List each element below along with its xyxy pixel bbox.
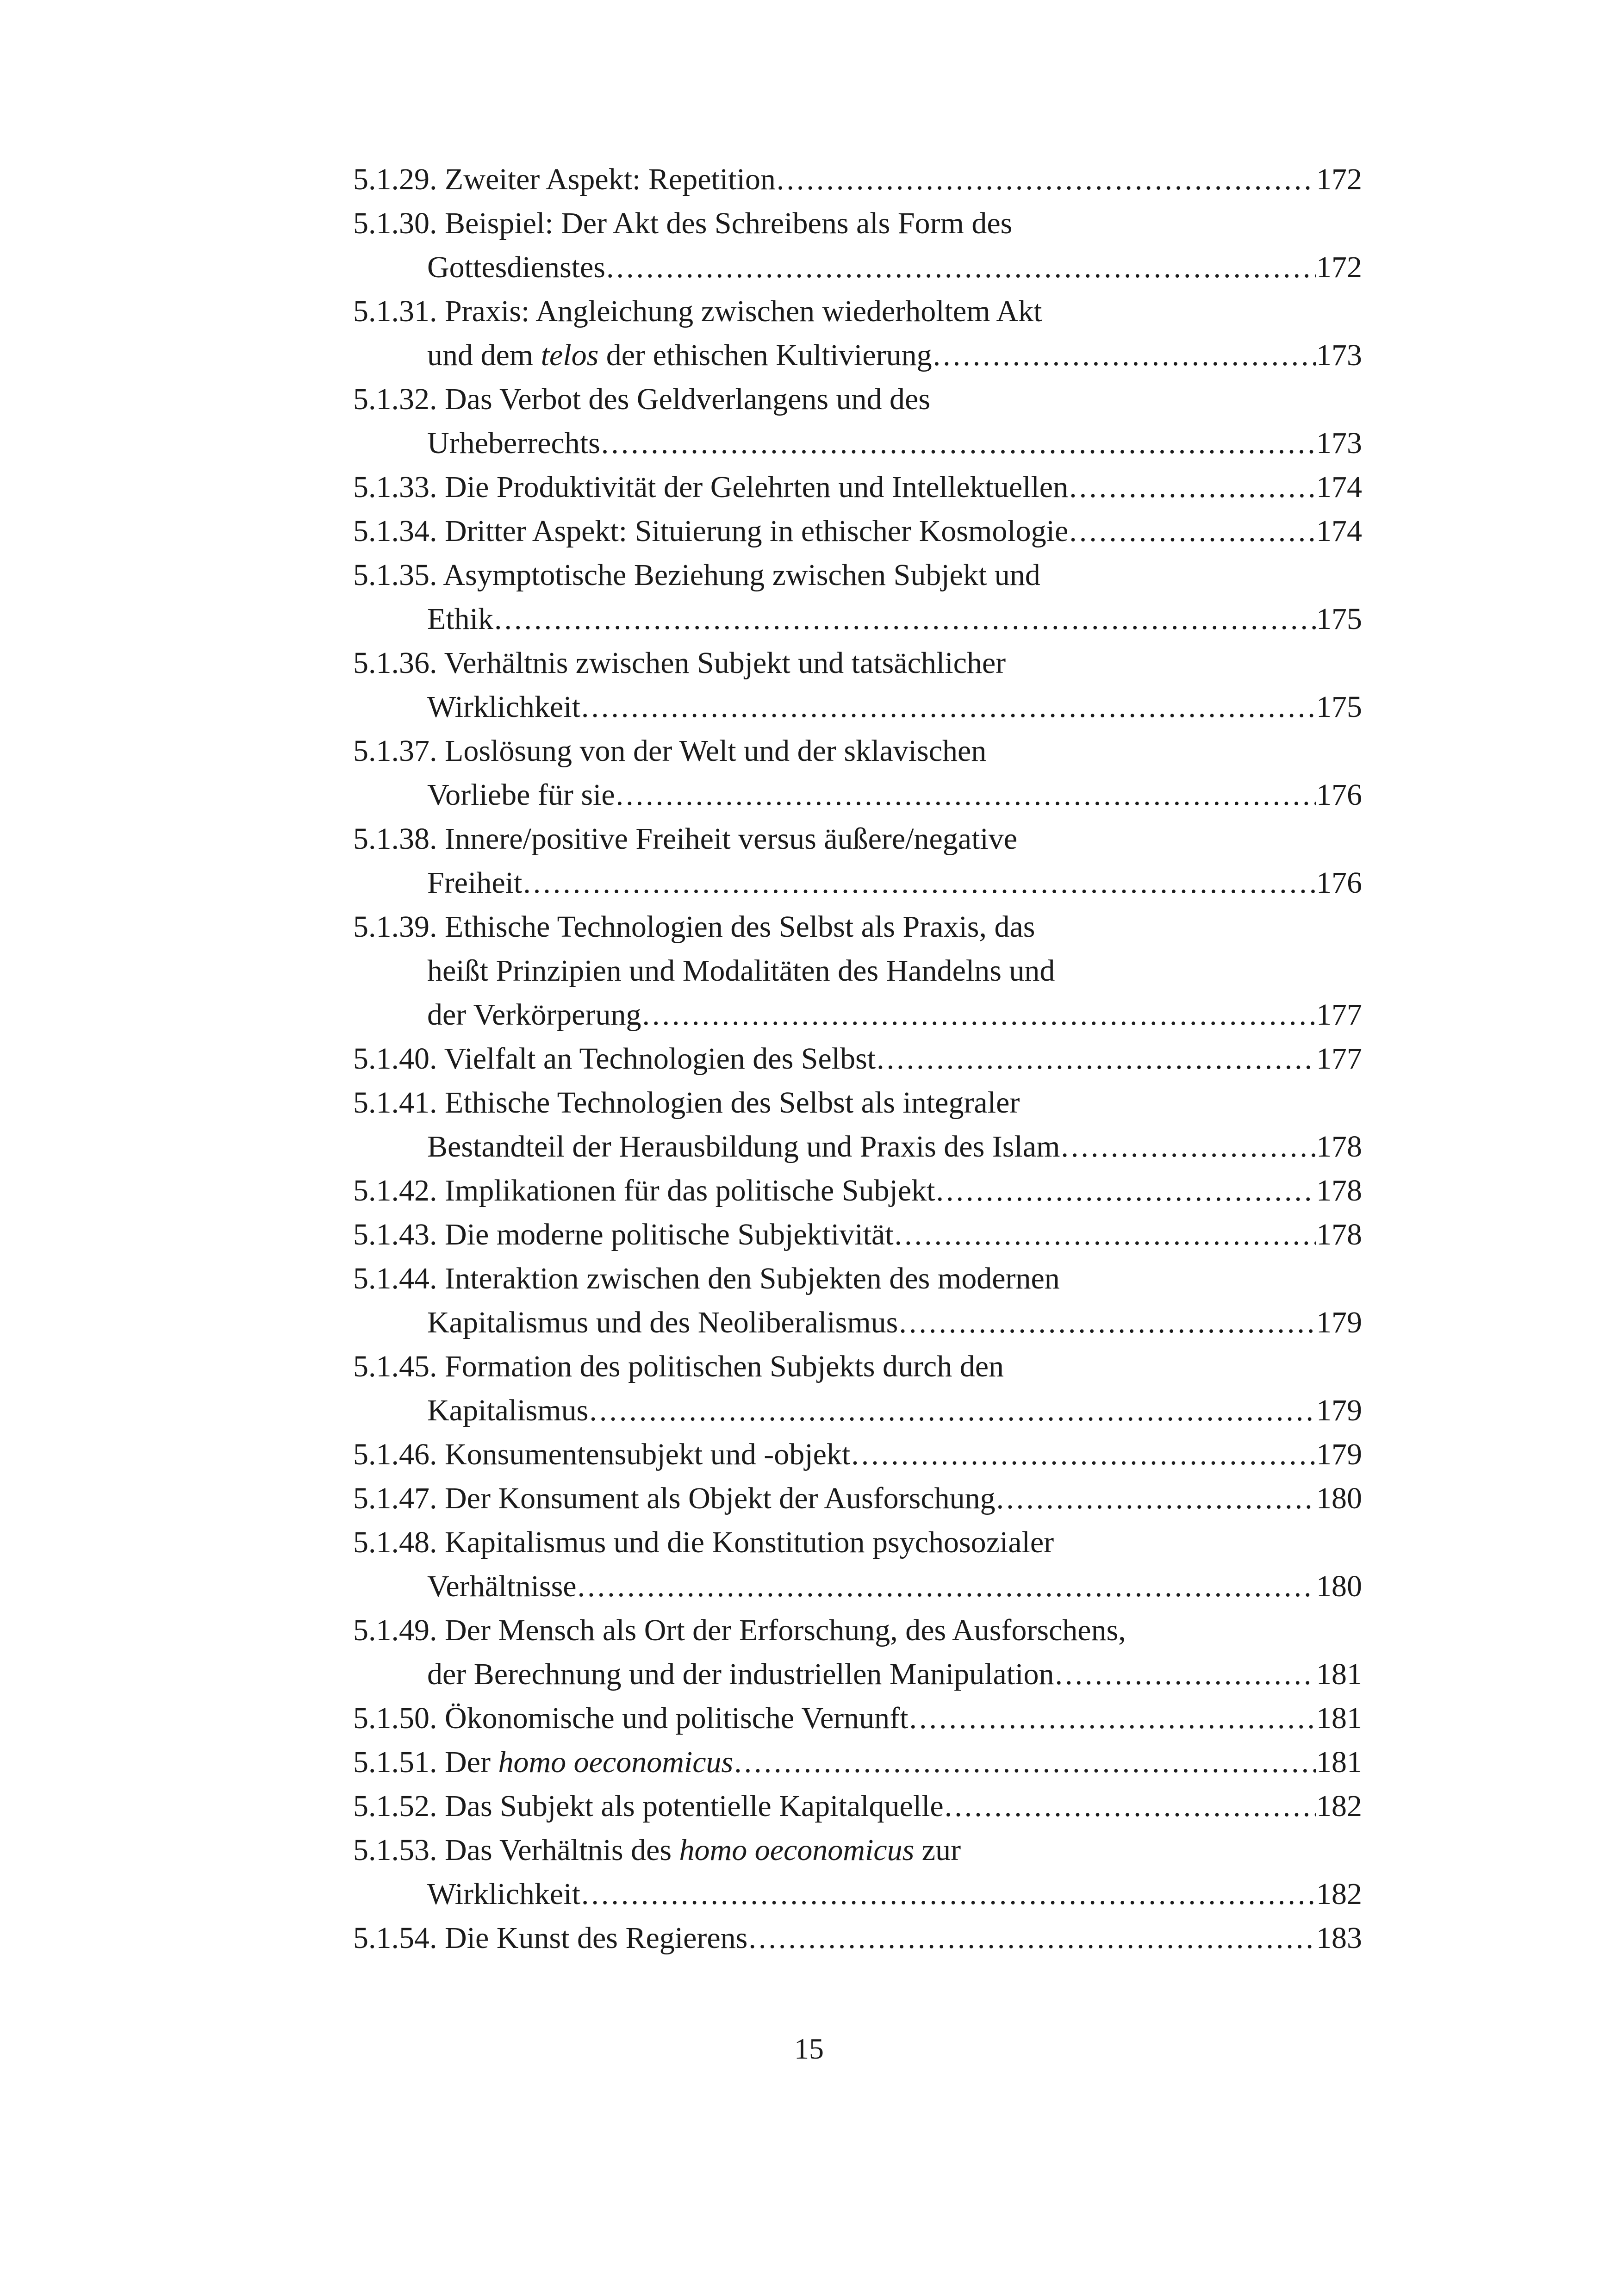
toc-entry bbox=[353, 1828, 1362, 1916]
toc-entry bbox=[353, 1213, 1362, 1257]
toc-page-ref: 172 bbox=[1316, 162, 1362, 196]
toc-entry-line bbox=[427, 245, 1362, 289]
toc-entry-line bbox=[427, 421, 1362, 465]
dot-leader bbox=[581, 685, 1316, 729]
toc-entry-line bbox=[353, 1916, 1362, 1960]
toc-entry-line bbox=[353, 377, 1362, 421]
toc-entry bbox=[353, 201, 1362, 289]
toc-page-ref: 183 bbox=[1316, 1921, 1362, 1955]
dot-leader bbox=[933, 333, 1316, 377]
dot-leader bbox=[909, 1696, 1316, 1740]
toc-entry-line bbox=[353, 1257, 1362, 1300]
toc-entry bbox=[353, 729, 1362, 817]
toc-entry-line bbox=[353, 1740, 1362, 1784]
toc-entry-line bbox=[427, 1388, 1362, 1432]
dot-leader bbox=[642, 993, 1316, 1037]
dot-leader bbox=[777, 157, 1316, 201]
toc-entry-text: 5.1.36. Verhältnis zwischen Subjekt und tatsächlicher bbox=[353, 646, 1006, 680]
toc-page-ref: 178 bbox=[1316, 1218, 1362, 1251]
toc-entry-text: 5.1.49. Der Mensch als Ort der Erforschung, des Ausforschens, bbox=[353, 1613, 1126, 1647]
toc-entry-line bbox=[353, 1784, 1362, 1828]
toc-page-ref: 182 bbox=[1316, 1789, 1362, 1823]
toc-page-ref: 179 bbox=[1316, 1437, 1362, 1471]
dot-leader bbox=[996, 1476, 1316, 1520]
toc-entry-line bbox=[427, 993, 1362, 1037]
toc-entry-text: 5.1.38. Innere/positive Freiheit versus äußere/negative bbox=[353, 822, 1018, 856]
toc-page-ref: 176 bbox=[1316, 778, 1362, 812]
toc-page-ref: 177 bbox=[1316, 1042, 1362, 1076]
toc-entry bbox=[353, 1520, 1362, 1608]
toc-entry-text: 5.1.44. Interaktion zwischen den Subjekten des modernen bbox=[353, 1262, 1060, 1295]
toc-entry-line bbox=[353, 1520, 1362, 1564]
toc-page-ref: 178 bbox=[1316, 1174, 1362, 1207]
toc-entry bbox=[353, 905, 1362, 1037]
toc-entry-text: 5.1.52. Das Subjekt als potentielle Kapitalquelle bbox=[353, 1789, 944, 1823]
toc-page-ref: 180 bbox=[1316, 1569, 1362, 1603]
toc-page-ref: 177 bbox=[1316, 998, 1362, 1032]
toc-page-ref: 175 bbox=[1316, 602, 1362, 636]
toc-entry-line bbox=[353, 1828, 1362, 1872]
toc-page-ref: 173 bbox=[1316, 426, 1362, 460]
toc-entry-text: Vorliebe für sie bbox=[427, 778, 615, 812]
toc-page-ref: 180 bbox=[1316, 1481, 1362, 1515]
toc-entry bbox=[353, 1081, 1362, 1169]
toc-entry-line bbox=[427, 1125, 1362, 1169]
toc-entry-text: 5.1.51. Der homo oeconomicus bbox=[353, 1745, 734, 1779]
toc-entry bbox=[353, 1476, 1362, 1520]
dot-leader bbox=[523, 861, 1316, 905]
toc-entry-line bbox=[353, 289, 1362, 333]
dot-leader bbox=[616, 773, 1316, 817]
toc-page-ref: 176 bbox=[1316, 866, 1362, 900]
toc-entry bbox=[353, 1344, 1362, 1432]
toc-page-ref: 178 bbox=[1316, 1130, 1362, 1164]
toc-page-ref: 173 bbox=[1316, 338, 1362, 372]
toc-entry-line bbox=[353, 553, 1362, 597]
dot-leader bbox=[936, 1169, 1316, 1213]
dot-leader bbox=[1055, 1652, 1316, 1696]
toc-entry-text: 5.1.40. Vielfalt an Technologien des Selbst bbox=[353, 1042, 876, 1076]
dot-leader bbox=[578, 1564, 1316, 1608]
toc-page-ref: 179 bbox=[1316, 1306, 1362, 1339]
toc-entry-text: 5.1.32. Das Verbot des Geldverlangens und des bbox=[353, 382, 931, 416]
dot-leader bbox=[581, 1872, 1316, 1916]
toc-entry-line bbox=[353, 905, 1362, 949]
toc-entry-text: 5.1.43. Die moderne politische Subjektivität bbox=[353, 1218, 894, 1251]
dot-leader bbox=[877, 1037, 1316, 1081]
toc-entry-line bbox=[353, 509, 1362, 553]
dot-leader bbox=[734, 1740, 1316, 1784]
toc-entry-line bbox=[427, 1300, 1362, 1344]
toc-page-ref: 182 bbox=[1316, 1877, 1362, 1911]
toc-entry-text: Ethik bbox=[427, 602, 493, 636]
toc-entry-line bbox=[353, 641, 1362, 685]
toc-entry-line bbox=[353, 157, 1362, 201]
toc-entry-line bbox=[353, 817, 1362, 861]
toc-entry bbox=[353, 465, 1362, 509]
toc-entry-text: 5.1.41. Ethische Technologien des Selbst als integraler bbox=[353, 1086, 1020, 1120]
toc-entry-line bbox=[427, 1564, 1362, 1608]
dot-leader bbox=[589, 1388, 1316, 1432]
toc-page-ref: 174 bbox=[1316, 514, 1362, 548]
toc-entry-line bbox=[353, 1608, 1362, 1652]
toc-entry-text: Verhältnisse bbox=[427, 1569, 577, 1603]
toc-entry-line bbox=[353, 729, 1362, 773]
dot-leader bbox=[606, 245, 1316, 289]
toc-page-ref: 181 bbox=[1316, 1701, 1362, 1735]
toc-entry bbox=[353, 1696, 1362, 1740]
toc-entry-line bbox=[427, 1652, 1362, 1696]
toc-entry-text: 5.1.31. Praxis: Angleichung zwischen wiederholtem Akt bbox=[353, 294, 1042, 328]
toc-entry bbox=[353, 1037, 1362, 1081]
toc-entry-text: 5.1.48. Kapitalismus und die Konstitution psychosozialer bbox=[353, 1525, 1054, 1559]
toc-entry-text: 5.1.53. Das Verhältnis des homo oeconomicus zur bbox=[353, 1833, 961, 1867]
toc-entry-text: heißt Prinzipien und Modalitäten des Handelns und bbox=[427, 954, 1055, 988]
toc-entry-text: Wirklichkeit bbox=[427, 1877, 580, 1911]
toc-page-ref: 172 bbox=[1316, 250, 1362, 284]
toc-entry-text: 5.1.37. Loslösung von der Welt und der sklavischen bbox=[353, 734, 987, 768]
page-number: 15 bbox=[794, 2032, 824, 2065]
dot-leader bbox=[1061, 1125, 1316, 1169]
toc-entry bbox=[353, 157, 1362, 201]
toc-entry bbox=[353, 1784, 1362, 1828]
toc-entry-text: 5.1.54. Die Kunst des Regierens bbox=[353, 1921, 748, 1955]
toc-entry-line bbox=[427, 597, 1362, 641]
toc-entry-text: Kapitalismus bbox=[427, 1394, 589, 1427]
toc-entry-text: 5.1.33. Die Produktivität der Gelehrten und Intellektuellen bbox=[353, 470, 1069, 504]
toc-entry-line bbox=[353, 1169, 1362, 1213]
toc-entry-line bbox=[427, 949, 1362, 993]
toc-entry-text: 5.1.46. Konsumentensubjekt und -objekt bbox=[353, 1437, 851, 1471]
toc-entry-line bbox=[427, 333, 1362, 377]
toc-entry-text: 5.1.35. Asymptotische Beziehung zwischen Subjekt und bbox=[353, 558, 1040, 592]
toc-entry-line bbox=[353, 1213, 1362, 1257]
dot-leader bbox=[601, 421, 1316, 465]
toc-entry-text: 5.1.45. Formation des politischen Subjekts durch den bbox=[353, 1350, 1004, 1383]
toc-list bbox=[353, 157, 1362, 1960]
toc-entry bbox=[353, 641, 1362, 729]
toc-entry-line bbox=[427, 773, 1362, 817]
toc-entry bbox=[353, 289, 1362, 377]
toc-entry-line bbox=[353, 1037, 1362, 1081]
toc-page-ref: 181 bbox=[1316, 1745, 1362, 1779]
toc-entry-line bbox=[427, 1872, 1362, 1916]
toc-entry-text: 5.1.50. Ökonomische und politische Vernunft bbox=[353, 1701, 909, 1735]
toc-entry bbox=[353, 1432, 1362, 1476]
toc-entry-text: Gottesdienstes bbox=[427, 250, 605, 284]
toc-entry-line bbox=[353, 1476, 1362, 1520]
toc-entry-text: Bestandteil der Herausbildung und Praxis des Islam bbox=[427, 1130, 1060, 1164]
toc-entry-text: Freiheit bbox=[427, 866, 523, 900]
toc-entry-text: Kapitalismus und des Neoliberalismus bbox=[427, 1306, 898, 1339]
dot-leader bbox=[851, 1432, 1316, 1476]
dot-leader bbox=[899, 1300, 1316, 1344]
toc-page-ref: 181 bbox=[1316, 1657, 1362, 1691]
toc-entry bbox=[353, 509, 1362, 553]
dot-leader bbox=[494, 597, 1316, 641]
toc-entry bbox=[353, 377, 1362, 465]
dot-leader bbox=[945, 1784, 1316, 1828]
toc-entry-line bbox=[353, 201, 1362, 245]
toc-entry bbox=[353, 1916, 1362, 1960]
toc-entry bbox=[353, 1740, 1362, 1784]
toc-entry-line bbox=[353, 465, 1362, 509]
toc-entry-text: der Verkörperung bbox=[427, 998, 641, 1032]
dot-leader bbox=[1069, 465, 1316, 509]
toc-page-ref: 174 bbox=[1316, 470, 1362, 504]
toc-entry-line bbox=[427, 861, 1362, 905]
toc-entry-line bbox=[353, 1696, 1362, 1740]
toc-entry bbox=[353, 1608, 1362, 1696]
toc-entry-line bbox=[353, 1432, 1362, 1476]
toc-entry-text: 5.1.30. Beispiel: Der Akt des Schreibens als Form des bbox=[353, 206, 1013, 240]
toc-entry-text: 5.1.29. Zweiter Aspekt: Repetition bbox=[353, 162, 776, 196]
toc-entry bbox=[353, 553, 1362, 641]
toc-entry bbox=[353, 1257, 1362, 1344]
dot-leader bbox=[1069, 509, 1316, 553]
toc-entry-text: Urheberrechts bbox=[427, 426, 600, 460]
toc-entry-text: 5.1.47. Der Konsument als Objekt der Ausforschung bbox=[353, 1481, 996, 1515]
toc-entry-text: 5.1.34. Dritter Aspekt: Situierung in ethischer Kosmologie bbox=[353, 514, 1069, 548]
toc-entry-text: und dem telos der ethischen Kultivierung bbox=[427, 338, 932, 372]
toc-entry-text: Wirklichkeit bbox=[427, 690, 580, 724]
toc-entry bbox=[353, 817, 1362, 905]
toc-entry bbox=[353, 1169, 1362, 1213]
toc-entry-text: 5.1.42. Implikationen für das politische Subjekt bbox=[353, 1174, 935, 1207]
toc-entry-line bbox=[427, 685, 1362, 729]
toc-entry-text: der Berechnung und der industriellen Manipulation bbox=[427, 1657, 1054, 1691]
toc-entry-text: 5.1.39. Ethische Technologien des Selbst als Praxis, das bbox=[353, 910, 1035, 944]
toc-page-ref: 179 bbox=[1316, 1394, 1362, 1427]
dot-leader bbox=[748, 1916, 1316, 1960]
toc-entry-line bbox=[353, 1344, 1362, 1388]
dot-leader bbox=[895, 1213, 1316, 1257]
toc-page-ref: 175 bbox=[1316, 690, 1362, 724]
toc-entry-line bbox=[353, 1081, 1362, 1125]
